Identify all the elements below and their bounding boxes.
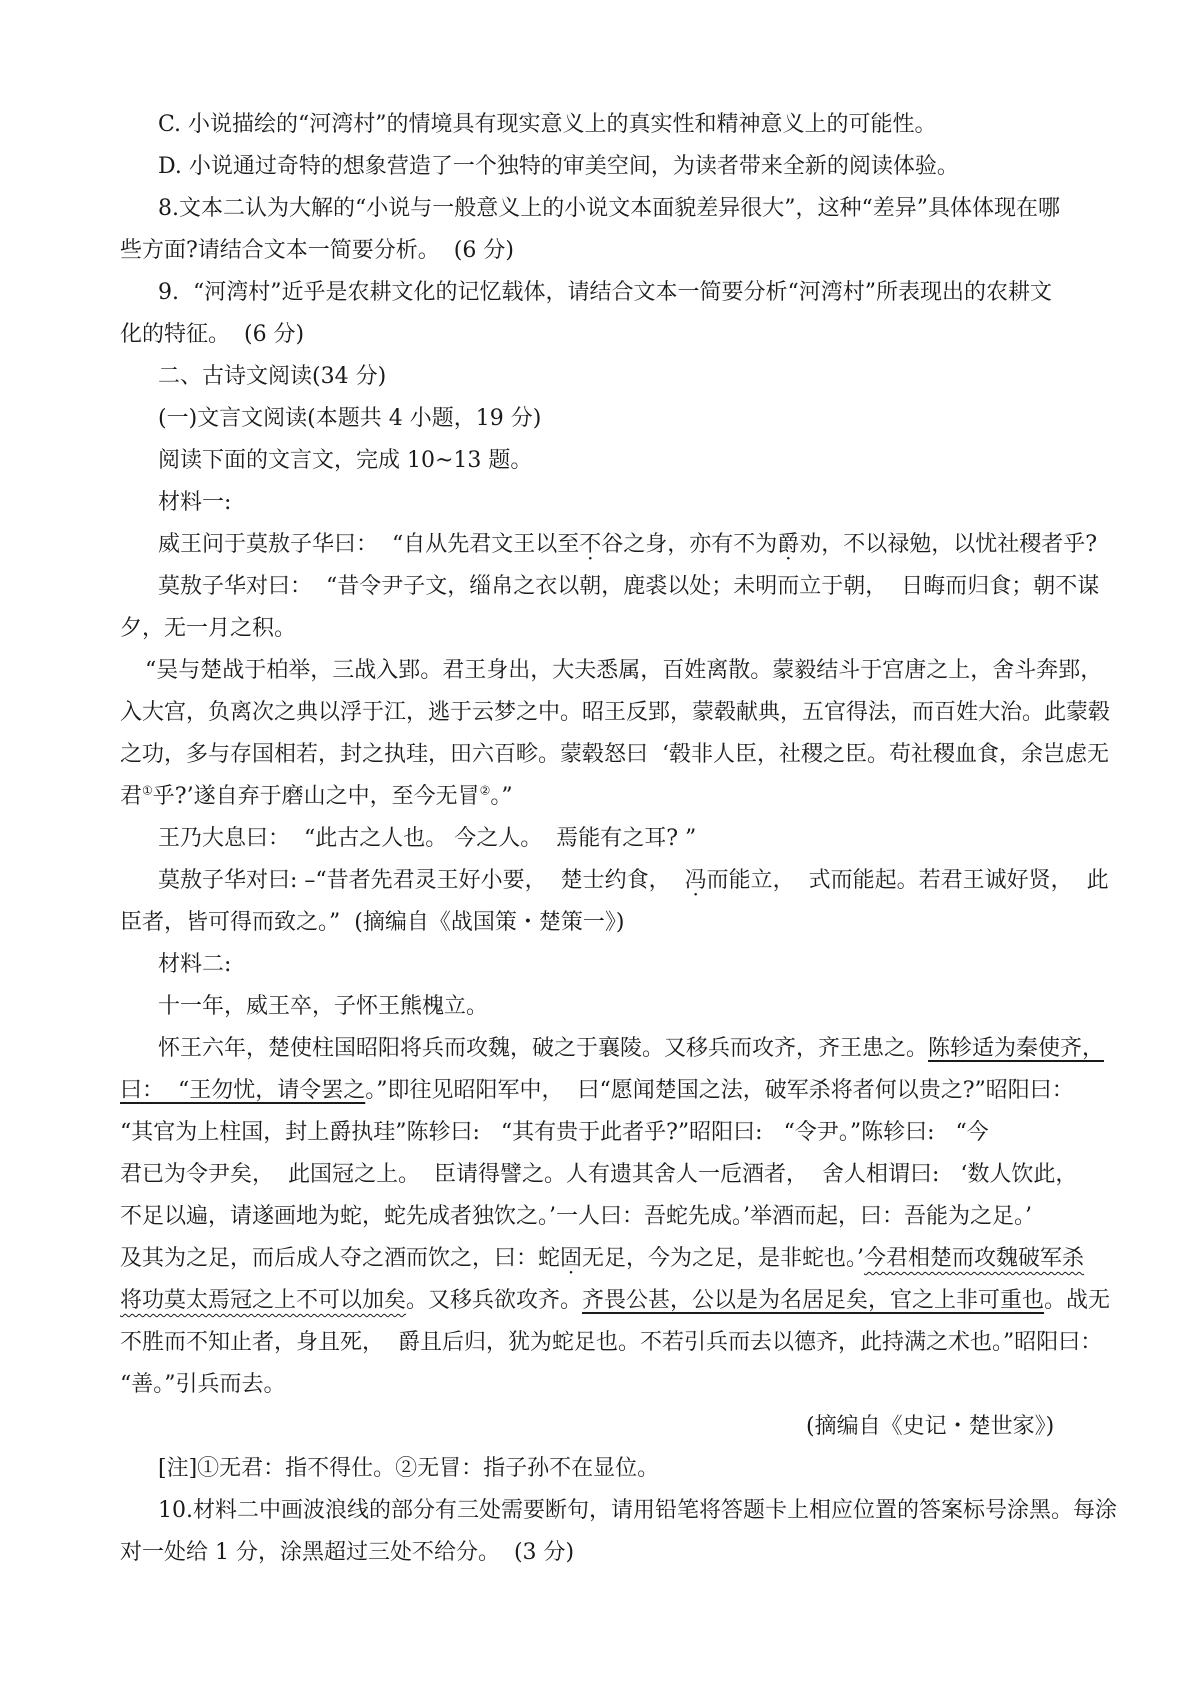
underlined-sentence: 曰： “王勿忧，请令罢之 [120, 1078, 366, 1103]
material-2-line-10: “善。”引兵而去。 [120, 1372, 286, 1397]
text-run: 谷之身，亦有不为 [601, 532, 778, 557]
text-run: 。战无 [1044, 1288, 1111, 1313]
material-2-label: 材料二: [158, 952, 232, 977]
dotted-char: 冯 [684, 868, 707, 893]
underlined-sentence: 齐畏公甚，公以是为名居足矣，官之上非可重也 [582, 1288, 1045, 1313]
dotted-char: 固 [560, 1246, 583, 1271]
reading-instruction: 阅读下面的文言文，完成 10~13 题。 [158, 448, 533, 473]
q10-line-1: 10.材料二中画波浪线的部分有三处需要断句，请用铅笔将答题卡上相应位置的答案标号涂黑。每涂 [158, 1498, 1117, 1523]
underlined-sentence: 陈轸适为秦使齐， [928, 1036, 1105, 1061]
text-run: 乎?’遂自弃于磨山之中，至今无冒 [152, 784, 480, 809]
material-1-label: 材料一: [158, 490, 232, 515]
q10-line-2: 对一处给 1 分，涂黑超过三处不给分。 (3 分) [120, 1540, 575, 1565]
text-run: 劝，不以禄勉，以忧社稷者乎? [799, 532, 1098, 557]
footnote-marker: ② [479, 783, 491, 798]
dotted-char: 爵 [777, 532, 800, 557]
q7-option-c: C. 小说描绘的“河湾村”的情境具有现实意义上的真实性和精神意义上的可能性。 [158, 112, 937, 137]
material-1-line-3: 夕，无一月之积。 [120, 616, 297, 641]
material-1-line-6: 之功，多与存国相若，封之执珪，田六百畛。蒙毂怒曰 ‘毂非人臣，社稷之臣。苟社稷血食，余岂虑无 [120, 742, 1109, 767]
text-run: 莫敖子华对曰: –“昔者先君灵王好小要， 楚士约食， [158, 868, 685, 893]
annotation-notes: [注]①无君：指不得仕。②无冒：指子孙不在显位。 [158, 1456, 660, 1481]
material-2-line-1: 十一年，威王卒，子怀王熊槐立。 [158, 994, 489, 1019]
material-2-line-7 [120, 1244, 1084, 1274]
material-1-line-10: 臣者，皆可得而致之。” (摘编自《战国策・楚策一》) [120, 910, 625, 935]
material-2-source: (摘编自《史记・楚世家》) [806, 1414, 1055, 1439]
dotted-char: 不 [579, 532, 602, 557]
material-1-line-1 [158, 530, 1097, 560]
q8-line-2: 些方面?请结合文本一简要分析。 (6 分) [120, 238, 514, 263]
material-1-line-2: 莫敖子华对曰： “昔令尹子文，缁帛之衣以朝，鹿裘以处；未明而立于朝， 日晦而归食；朝不谋 [158, 574, 1100, 599]
material-1-line-9 [158, 866, 1109, 896]
wavy-underlined-sentence: 今君相楚而攻魏破军杀 [864, 1246, 1085, 1271]
material-2-line-2 [158, 1034, 1104, 1064]
material-1-line-7 [120, 782, 513, 812]
subsection-title: (一)文言文阅读(本题共 4 小题，19 分) [158, 406, 542, 431]
footnote-marker: ① [142, 783, 153, 798]
text-run: 及其为之足，而后成人夺之酒而饮之，曰：蛇 [120, 1246, 561, 1271]
text-run: 。又移兵欲攻齐。 [406, 1288, 583, 1313]
material-2-line-8 [120, 1286, 1110, 1316]
material-1-line-4: “吴与楚战于柏举，三战入郢。君王身出，大夫悉属，百姓离散。蒙毅结斗于宫唐之上，舍斗奔郢， [145, 658, 1103, 683]
q9-line-2: 化的特征。 (6 分) [120, 322, 305, 347]
text-run: 。”即往见昭阳军中， 曰“愿闻楚国之法，破军杀将者何以贵之?”昭阳曰： [365, 1078, 1074, 1103]
text-run: 威王问于莫敖子华曰： “自从先君文王以至 [158, 532, 580, 557]
q9-line-1: 9. “河湾村”近乎是农耕文化的记忆载体，请结合文本一简要分析“河湾村”所表现出的农耕文 [158, 280, 1052, 305]
wavy-underlined-sentence: 将功莫太焉冠之上不可以加矣 [120, 1288, 407, 1313]
material-1-line-5: 入大宫，负离次之典以浮于江，逃于云梦之中。昭王反郢，蒙毂献典，五官得法，而百姓大治。此蒙毂 [120, 700, 1111, 725]
material-2-line-5: 君已为令尹矣， 此国冠之上。 臣请得譬之。人有遗其舍人一卮酒者， 舍人相谓曰: ‘数人饮此， [120, 1162, 1078, 1187]
material-2-line-6: 不足以遍，请遂画地为蛇，蛇先成者独饮之。’一人曰：吾蛇先成。’举酒而起，曰：吾能为之足。’ [120, 1204, 1032, 1229]
material-2-line-3 [120, 1076, 1074, 1106]
text-run: 怀王六年，楚使柱国昭阳将兵而攻魏，破之于襄陵。又移兵而攻齐，齐王患之。 [158, 1036, 929, 1061]
text-run: 而能立， 式而能起。若君王诚好贤， 此 [706, 868, 1109, 893]
material-2-line-9: 不胜而不知止者，身且死， 爵且后归，犹为蛇足也。不若引兵而去以德齐，此持满之术也。”昭阳曰： [120, 1330, 1103, 1355]
material-1-line-8: 王乃大息曰： “此古之人也。 今之人。 焉能有之耳? ” [158, 826, 697, 851]
text-run: 。” [490, 784, 513, 809]
q8-line-1: 8.文本二认为大解的“小说与一般意义上的小说文本面貌差异很大”，这种“差异”具体体现在哪 [158, 196, 1060, 221]
section-title: 二、古诗文阅读(34 分) [158, 364, 387, 389]
material-2-line-4: “其官为上柱国，封上爵执珪”陈轸曰: “其有贵于此者乎?”昭阳曰: “令尹。”陈轸曰: “今 [120, 1120, 989, 1145]
q7-option-d: D. 小说通过奇特的想象营造了一个独特的审美空间，为读者带来全新的阅读体验。 [158, 154, 959, 179]
text-run: 无足，今为之足，是非蛇也。’ [582, 1246, 865, 1271]
text-run: 君 [120, 784, 143, 809]
